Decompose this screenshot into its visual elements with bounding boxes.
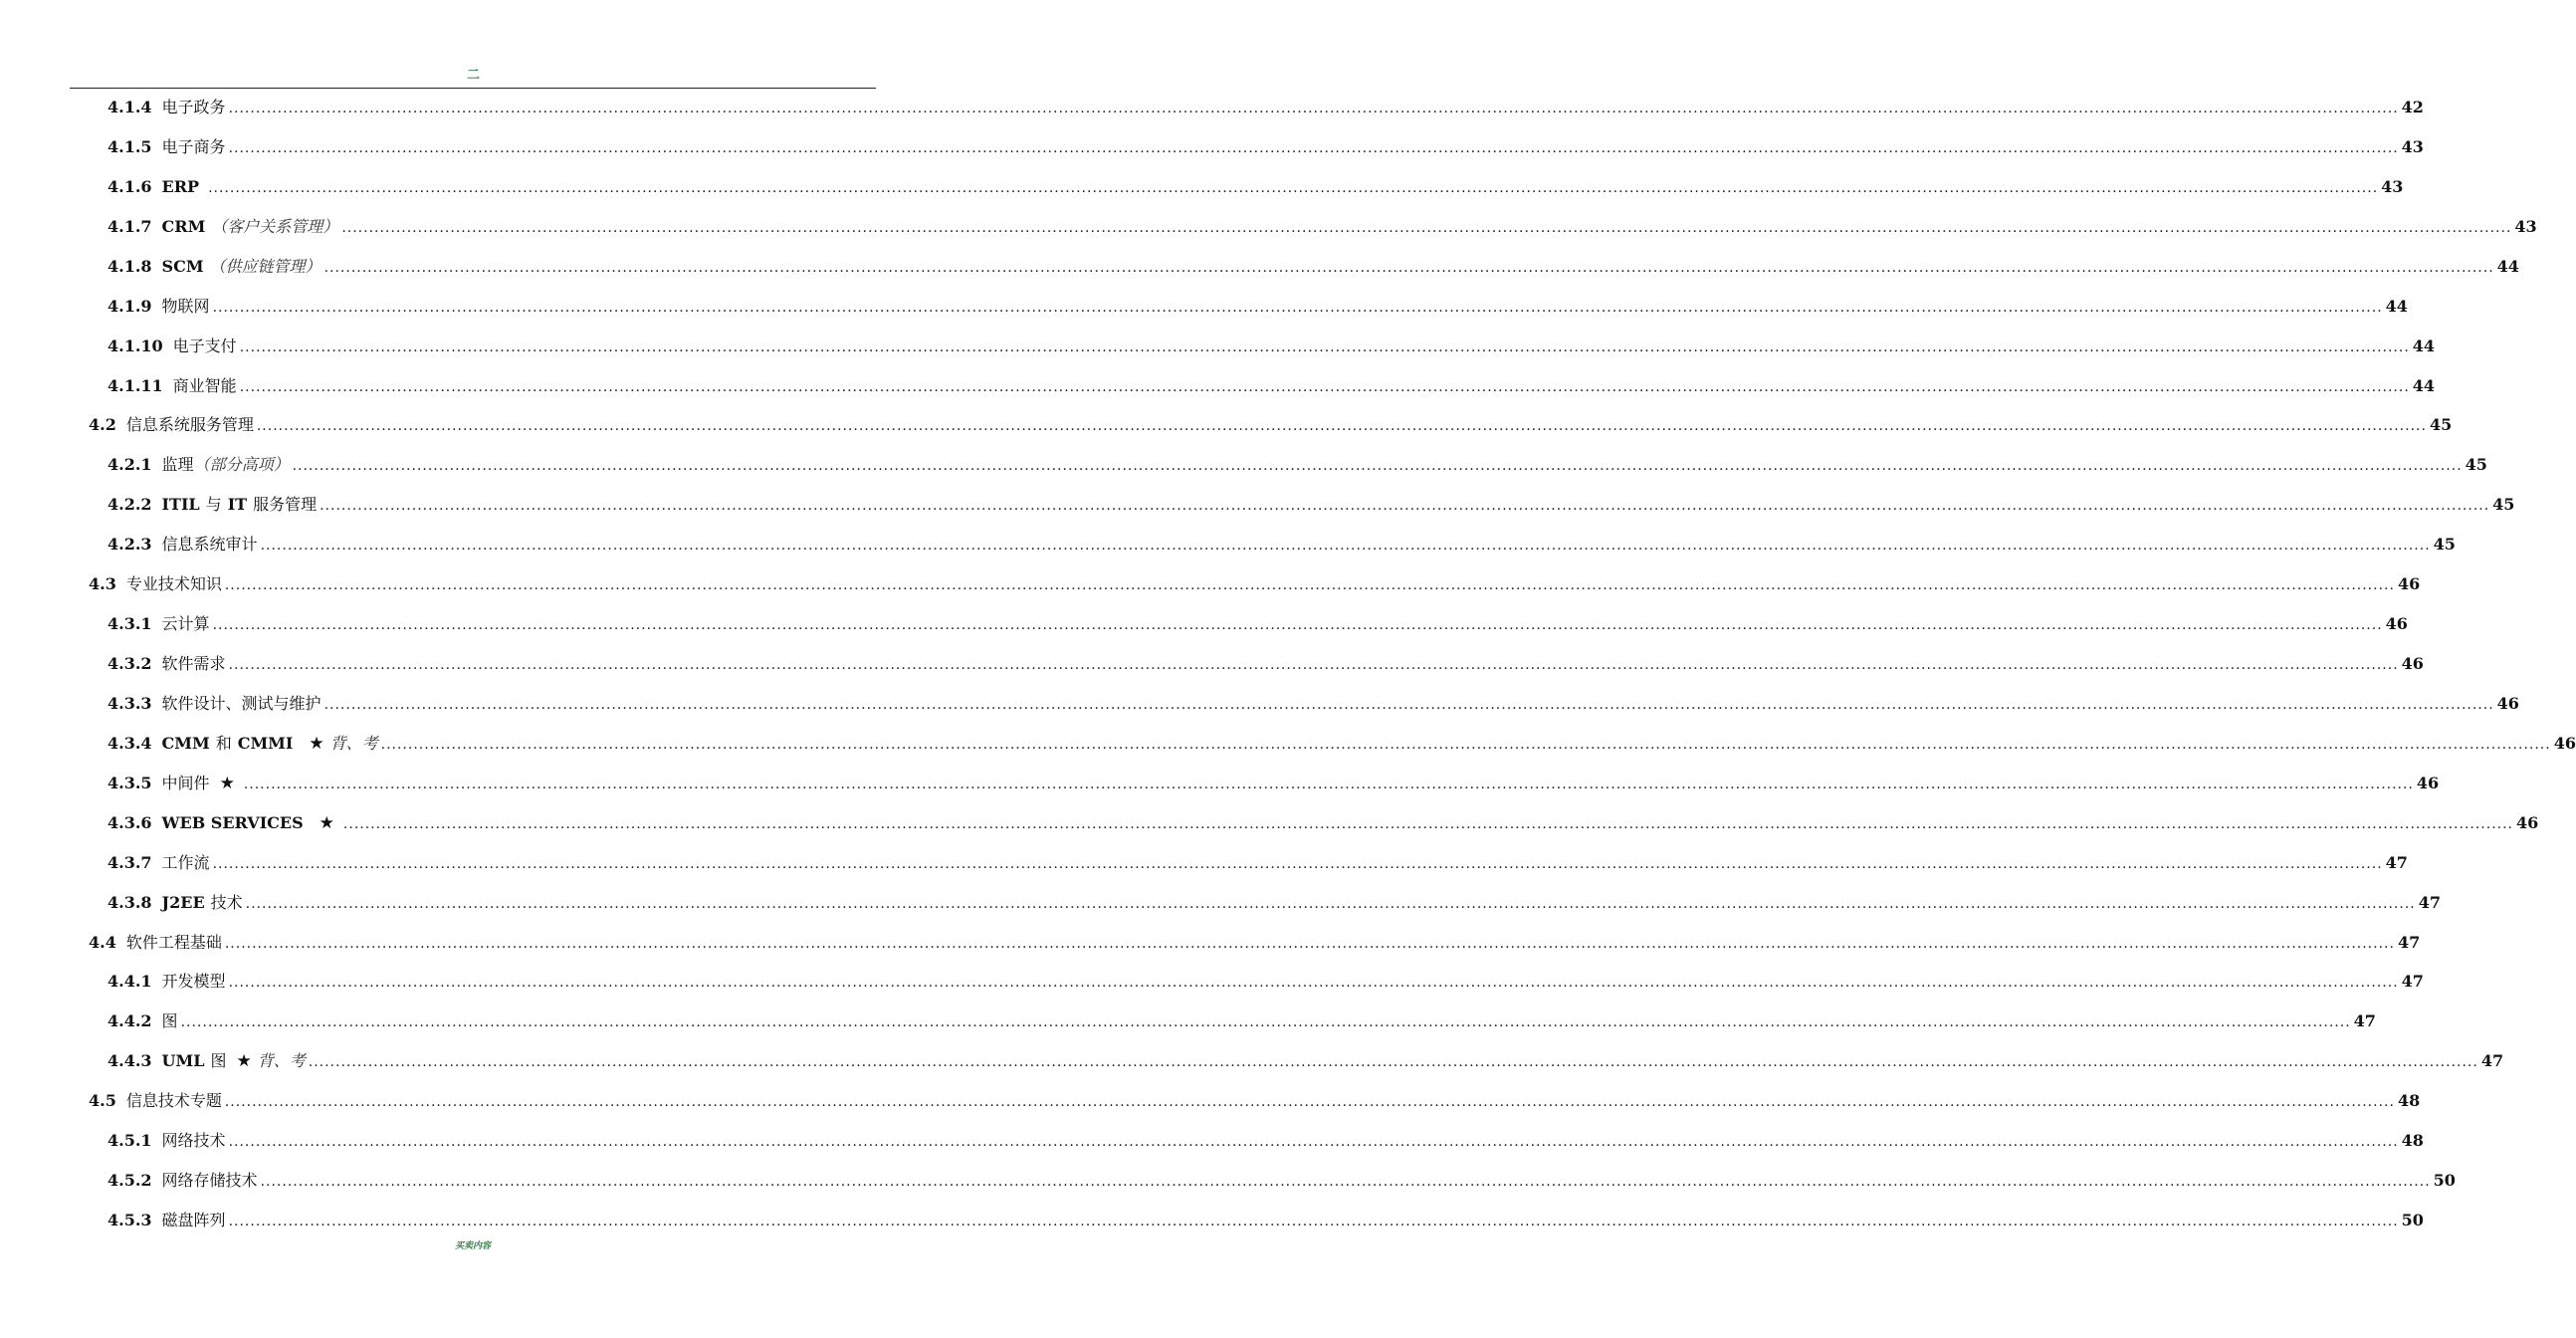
toc-entry-bold-text: CMMI [237,733,294,753]
toc-entry-number: 4.2 [89,415,116,435]
toc-entry-title [162,455,290,475]
star-icon: ★ [319,812,334,833]
toc-entry-number: 4.4 [89,932,116,952]
toc-entry-text: 图 [210,1051,227,1071]
toc-entry-page-number: 47 [2385,852,2408,872]
toc-entry-title [162,1131,226,1151]
toc-entry-number: 4.1.10 [107,335,163,355]
toc-entry-text: 和 [215,733,232,753]
dot-leader: ................................................................................................................................................................................................................................................................................................................................................................................................................ [243,776,2414,792]
toc-entry-number: 4.5.2 [107,1171,152,1191]
dot-leader: ................................................................................................................................................................................................................................................................................................................................................................................................................ [323,259,2494,276]
toc-entry-bold-text: J2EE [161,892,205,912]
dot-leader: ................................................................................................................................................................................................................................................................................................................................................................................................................ [245,895,2416,912]
toc-entry[interactable] [107,606,2408,642]
toc-entry-number: 4.3.3 [107,693,152,713]
toc-entry-title [162,98,226,117]
toc-entry-number: 4.3.7 [107,852,152,872]
toc-entry[interactable] [107,289,2408,325]
dot-leader: ................................................................................................................................................................................................................................................................................................................................................................................................................ [320,498,2490,515]
toc-entry-number: 4.1.8 [107,256,152,276]
dot-leader: ................................................................................................................................................................................................................................................................................................................................................................................................................ [239,338,2410,355]
toc-entry-page-number: 43 [2514,216,2537,236]
dot-leader: ................................................................................................................................................................................................................................................................................................................................................................................................................ [380,736,2551,753]
toc-entry-title [173,376,237,396]
toc-entry-page-number: 47 [2480,1051,2504,1071]
toc-entry-note: （客户关系管理） [211,216,339,236]
toc-entry-bold-text: ERP [161,176,200,196]
toc-entry-text: 中间件 [161,773,210,792]
dot-leader: ................................................................................................................................................................................................................................................................................................................................................................................................................ [342,815,2513,832]
toc-entry-number: 4.1.6 [107,176,152,196]
toc-entry-page-number: 46 [2416,773,2440,792]
toc-entry[interactable] [107,90,2424,125]
toc-entry-bold-text: CMM [161,733,210,753]
dot-leader: ................................................................................................................................................................................................................................................................................................................................................................................................................ [224,935,2395,952]
toc-entry[interactable] [107,169,2404,205]
toc-entry-number: 4.3.4 [107,733,152,753]
toc-entry-title [162,495,318,515]
toc-entry[interactable] [107,726,2576,762]
star-icon: ★ [236,1051,252,1072]
toc-entry[interactable] [107,249,2519,285]
toc-entry-title [162,972,226,992]
toc-entry-page-number: 42 [2401,98,2424,116]
toc-entry[interactable] [107,845,2408,881]
toc-entry-number: 4.3.8 [107,892,152,912]
toc-entry-text: 网络技术 [161,1131,226,1151]
toc-entry-text: 软件工程基础 [125,932,222,952]
toc-entry-title [162,535,258,555]
toc-entry-text: 图 [161,1011,178,1031]
toc-entry-page-number: 50 [2433,1171,2456,1191]
dot-leader: ................................................................................................................................................................................................................................................................................................................................................................................................................ [341,219,2512,236]
toc-entry-page-number: 44 [2412,375,2436,395]
dot-leader: ................................................................................................................................................................................................................................................................................................................................................................................................................ [180,1014,2351,1031]
toc-entry-page-number: 44 [2412,335,2436,355]
toc-entry[interactable] [89,407,2453,443]
toc-entry-number: 4.3.2 [107,654,152,674]
star-icon: ★ [309,733,324,754]
toc-entry-text: 软件设计、测试与维护 [161,693,322,713]
toc-entry-page-number: 47 [2353,1011,2376,1031]
toc-entry-text: 与 [205,495,222,515]
toc-entry-text: 信息系统审计 [161,535,258,555]
toc-entry[interactable] [107,805,2539,841]
toc-entry-title [162,177,206,197]
toc-entry[interactable] [107,1123,2424,1159]
toc-entry-number: 4.2.3 [107,535,152,555]
toc-entry-page-number: 45 [2429,415,2453,435]
header-rule [70,88,876,89]
toc-entry[interactable] [107,129,2424,165]
toc-entry[interactable] [107,527,2456,562]
toc-entry-page-number: 45 [2433,535,2456,555]
toc-entry-page-number: 43 [2401,136,2424,156]
toc-entry[interactable] [107,447,2487,483]
toc-entry-title [162,774,241,793]
dot-leader: ................................................................................................................................................................................................................................................................................................................................................................................................................ [239,378,2410,395]
dot-leader: ................................................................................................................................................................................................................................................................................................................................................................................................................ [228,975,2399,992]
toc-entry-note: （供应链管理） [209,256,322,276]
toc-entry-bold-text: ITIL [161,495,200,515]
toc-entry-number: 4.5.1 [107,1131,152,1151]
toc-entry-page-number: 46 [2516,812,2539,832]
toc-entry[interactable] [107,885,2441,921]
header-mark: 二 [466,68,479,83]
toc-entry-number: 4.4.3 [107,1051,152,1071]
toc-entry[interactable] [107,1203,2424,1238]
toc-entry-page-number: 50 [2401,1211,2424,1230]
toc-entry[interactable] [107,646,2424,682]
toc-entry-title [162,1051,306,1071]
dot-leader: ................................................................................................................................................................................................................................................................................................................................................................................................................ [228,1214,2399,1230]
toc-entry-title [162,217,339,237]
star-icon: ★ [219,773,235,793]
toc-entry-title [126,933,222,953]
toc-entry-bold-text: CRM [161,216,206,236]
toc-entry-page-number: 45 [2465,455,2487,475]
toc-entry[interactable] [107,766,2440,801]
toc-entry-title [126,415,254,435]
toc-entry-title [126,574,222,594]
toc-entry-text: 电子商务 [161,136,226,156]
toc-entry-number: 4.4.2 [107,1011,152,1031]
toc-entry[interactable] [107,964,2424,1000]
toc-entry-text: 电子政务 [161,98,226,116]
toc-entry[interactable] [107,1163,2456,1199]
toc-entry-text: 信息系统服务管理 [125,415,254,435]
toc-entry[interactable] [107,1004,2376,1039]
dot-leader: ................................................................................................................................................................................................................................................................................................................................................................................................................ [228,657,2399,674]
toc-entry-note: （部分高项） [193,455,290,475]
toc-entry-title [173,336,237,356]
dot-leader: ................................................................................................................................................................................................................................................................................................................................................................................................................ [308,1054,2478,1071]
toc-entry-title [162,654,226,674]
toc-entry-title [162,813,340,833]
toc-entry[interactable] [89,566,2421,602]
toc-entry-bold-text: SCM [161,256,204,276]
toc-entry[interactable] [107,686,2519,722]
toc-entry-number: 4.1.11 [107,375,163,395]
toc-entry-title [162,1171,258,1191]
dot-leader: ................................................................................................................................................................................................................................................................................................................................................................................................................ [260,1174,2431,1191]
toc-entry-text: 监理 [161,455,194,475]
dot-leader: ................................................................................................................................................................................................................................................................................................................................................................................................................ [260,538,2431,555]
toc-entry-title [162,257,322,277]
dot-leader: ................................................................................................................................................................................................................................................................................................................................................................................................................ [256,418,2427,435]
toc-entry-page-number: 43 [2381,176,2404,196]
toc-entry-number: 4.1.4 [107,98,152,116]
toc-entry-text: 工作流 [161,852,210,872]
toc-entry[interactable] [107,1043,2504,1079]
dot-leader: ................................................................................................................................................................................................................................................................................................................................................................................................................ [228,1134,2399,1151]
toc-entry-page-number: 47 [2401,972,2424,992]
toc-entry-text: 开发模型 [161,972,226,992]
toc-entry-number: 4.5 [89,1091,116,1111]
toc-entry[interactable] [107,209,2537,245]
toc-entry-number: 4.2.2 [107,495,152,515]
toc-entry-page-number: 46 [2496,693,2519,713]
toc-entry-page-number: 46 [2385,614,2408,634]
toc-entry-text: 磁盘阵列 [161,1211,226,1230]
toc-entry-bold-text: IT [227,495,248,515]
dot-leader: ................................................................................................................................................................................................................................................................................................................................................................................................................ [228,101,2399,116]
toc-entry[interactable] [107,487,2515,523]
toc-entry-tag: 背、考 [329,733,378,753]
toc-entry-page-number: 46 [2397,574,2421,594]
toc-entry-bold-text: WEB SERVICES [161,812,304,832]
dot-leader: ................................................................................................................................................................................................................................................................................................................................................................................................................ [323,696,2494,713]
toc-entry-text: 物联网 [161,296,210,316]
toc-entry-page-number: 46 [2553,733,2576,753]
toc-entry-title [162,1011,178,1031]
toc-entry-page-number: 44 [2496,256,2519,276]
toc-entry-title [162,734,378,754]
toc-entry-text: 网络存储技术 [161,1171,258,1191]
toc-entry-text: 技术 [210,892,243,912]
toc-entry-bold-text: UML [161,1051,205,1071]
dot-leader: ................................................................................................................................................................................................................................................................................................................................................................................................................ [224,1094,2395,1111]
toc-entry-text: 软件需求 [161,654,226,674]
toc-entry-title [162,893,243,913]
toc-entry-number: 4.4.1 [107,972,152,992]
toc-entry-title [162,137,226,157]
toc-entry-number: 4.1.7 [107,216,152,236]
toc-entry-number: 4.3.6 [107,812,152,832]
toc-entry-text: 服务管理 [253,495,318,515]
toc-entry[interactable] [89,1083,2421,1119]
toc-entry-number: 4.5.3 [107,1211,152,1230]
toc-entry-page-number: 48 [2401,1131,2424,1151]
toc-entry-title [162,297,210,317]
toc-entry-title [162,853,210,873]
toc-entry-number: 4.2.1 [107,455,152,475]
toc-entry-text: 电子支付 [172,335,237,355]
toc-entry-title [162,1211,226,1230]
toc-entry-page-number: 44 [2385,296,2408,316]
toc-entry-title [162,614,210,634]
dot-leader: ................................................................................................................................................................................................................................................................................................................................................................................................................ [212,855,2383,872]
toc-entry-page-number: 47 [2397,932,2421,952]
dot-leader: ................................................................................................................................................................................................................................................................................................................................................................................................................ [212,617,2383,634]
toc-entry-tag: 背、考 [257,1051,306,1071]
toc-entry-number: 4.1.5 [107,136,152,156]
toc-entry-text: 云计算 [161,614,210,634]
toc-entry-title [162,694,322,714]
dot-leader: ................................................................................................................................................................................................................................................................................................................................................................................................................ [224,577,2395,594]
toc-entry-page-number: 46 [2401,654,2424,674]
toc-entry-number: 4.1.9 [107,296,152,316]
toc-entry-page-number: 47 [2418,892,2441,912]
toc-entry[interactable] [107,329,2436,364]
toc-entry[interactable] [107,368,2436,404]
dot-leader: ................................................................................................................................................................................................................................................................................................................................................................................................................ [228,139,2399,156]
dot-leader: ................................................................................................................................................................................................................................................................................................................................................................................................................ [208,179,2379,196]
toc-entry-title [126,1091,222,1111]
toc-entry-page-number: 48 [2397,1091,2421,1111]
toc-entry-text: 信息技术专题 [125,1091,222,1111]
toc-entry-number: 4.3 [89,574,116,594]
toc-entry-number: 4.3.5 [107,773,152,792]
toc-entry[interactable] [89,925,2421,961]
toc-entry-text: 专业技术知识 [125,574,222,594]
dot-leader: ................................................................................................................................................................................................................................................................................................................................................................................................................ [292,458,2463,475]
toc-entry-page-number: 45 [2492,495,2515,515]
footer-mark: 买卖内容 [454,1241,491,1251]
dot-leader: ................................................................................................................................................................................................................................................................................................................................................................................................................ [212,299,2383,316]
toc-entry-text: 商业智能 [172,375,237,395]
toc-entry-number: 4.3.1 [107,614,152,634]
